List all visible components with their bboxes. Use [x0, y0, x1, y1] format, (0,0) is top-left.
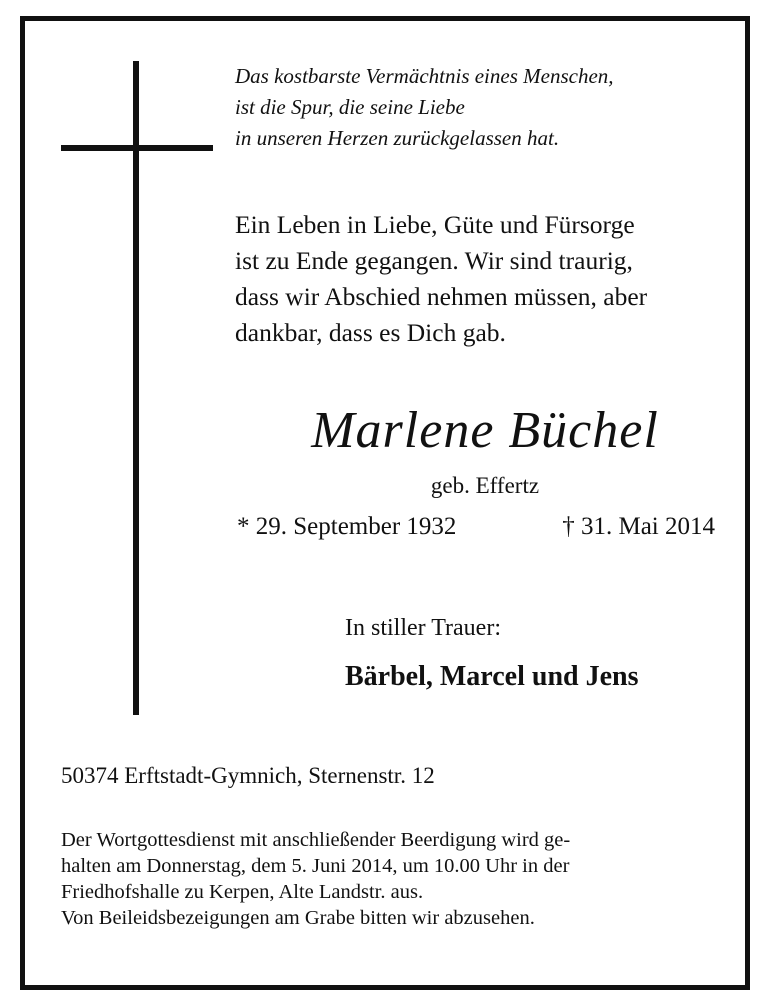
memorial-quote	[235, 61, 735, 154]
cross-icon-crossbar	[61, 145, 213, 151]
notice-line: Von Beileidsbezeigungen am Grabe bitten wir abzusehen.	[61, 907, 535, 929]
notice-line: Friedhofshalle zu Kerpen, Alte Landstr. aus.	[61, 881, 424, 903]
verse-line: ist zu Ende gegangen. Wir sind traurig,	[235, 246, 633, 275]
death-date: † 31. Mai 2014	[562, 513, 715, 540]
cross-icon	[133, 61, 139, 715]
quote-line: in unseren Herzen zurückgelassen hat.	[235, 126, 560, 150]
family-address: 50374 Erftstadt-Gymnich, Sternenstr. 12	[61, 763, 435, 788]
verse-line: Ein Leben in Liebe, Güte und Fürsorge	[235, 210, 635, 239]
memorial-verse	[235, 207, 735, 351]
mourning-label: In stiller Trauer:	[345, 615, 501, 641]
quote-line: ist die Spur, die seine Liebe	[235, 95, 465, 119]
verse-line: dass wir Abschied nehmen müssen, aber	[235, 282, 648, 311]
notice-line: Der Wortgottesdienst mit anschließender Beerdigung wird ge-	[61, 829, 571, 851]
verse-line: dankbar, dass es Dich gab.	[235, 318, 506, 347]
survivors-names: Bärbel, Marcel und Jens	[345, 661, 639, 692]
funeral-notice	[61, 827, 709, 931]
obituary-frame	[20, 16, 750, 990]
birth-date: * 29. September 1932	[237, 513, 457, 540]
deceased-name: Marlene Büchel	[311, 402, 659, 459]
notice-line: halten am Donnerstag, dem 5. Juni 2014, um 10.00 Uhr in der	[61, 855, 570, 877]
deceased-birth-name: geb. Effertz	[430, 473, 540, 498]
quote-line: Das kostbarste Vermächtnis eines Menschen,	[235, 64, 614, 88]
